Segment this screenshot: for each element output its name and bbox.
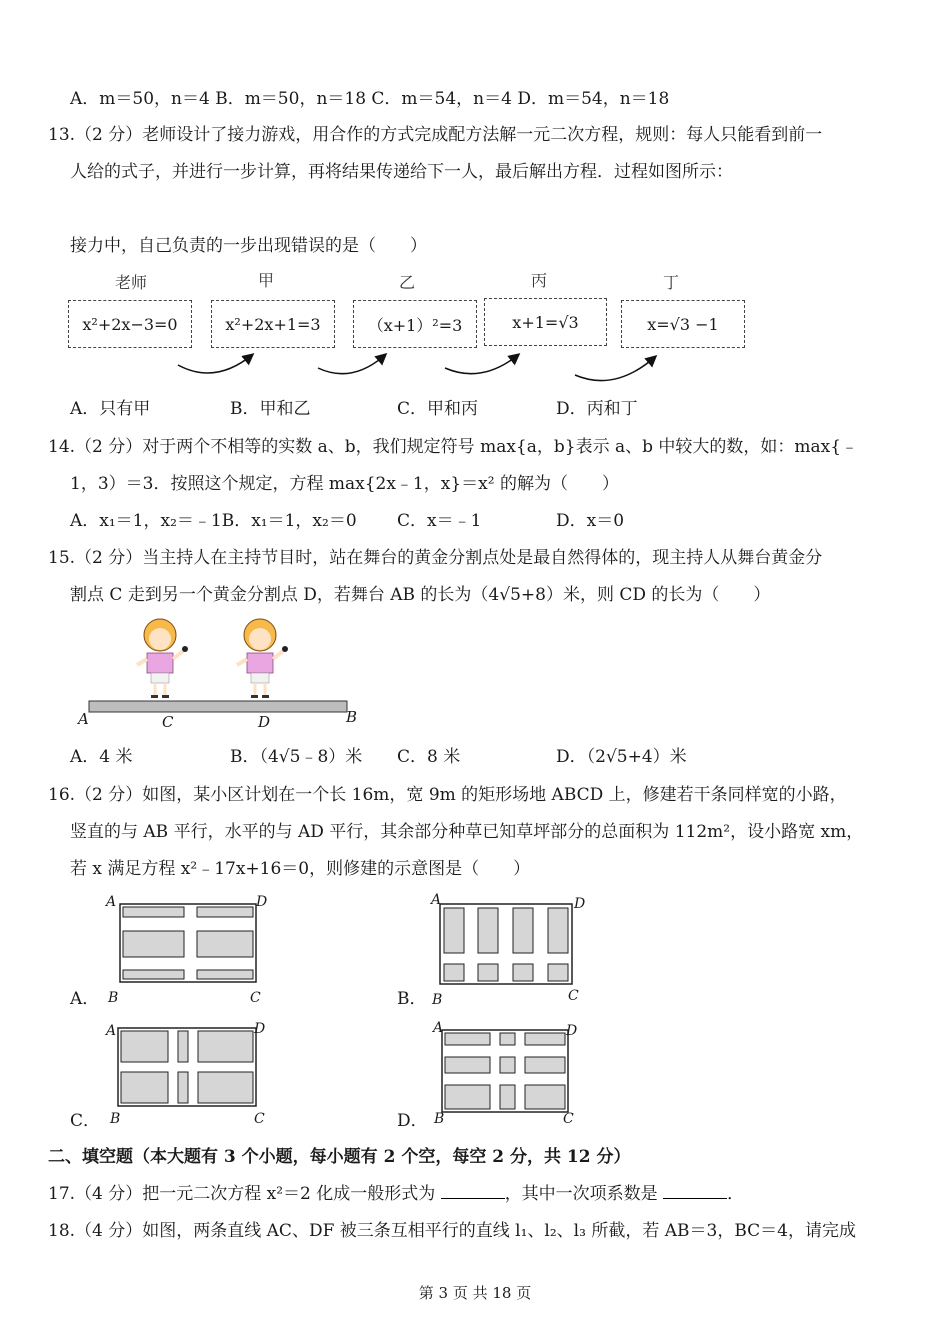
fig-d-label-a: A xyxy=(433,1020,444,1036)
fig-c-label-a: A xyxy=(106,1023,117,1039)
q15-option-d: D．（2√5+4）米 xyxy=(556,747,687,767)
q15-line2: 割点 C 走到另一个黄金分割点 D，若舞台 AB 的长为（4√5+8）米，则 CD 的长为（ ） xyxy=(70,585,771,605)
fig-a-label-a: A xyxy=(106,894,117,910)
q16-option-c: C． xyxy=(70,1111,101,1131)
q15-option-a: A．4 米 xyxy=(70,747,133,767)
q15-line1: 15.（2 分）当主持人在主持节目时，站在舞台的黄金分割点处是最自然得体的，现主持人从舞台黄金分 xyxy=(48,548,823,568)
q15-option-b: B．（4√5﹣8）米 xyxy=(230,747,363,767)
fig-c-label-d: D xyxy=(254,1021,266,1037)
q17-text: 17.（4 分）把一元二次方程 x²＝2 化成一般形式为 xyxy=(48,1184,436,1204)
fig-c-label-b: B xyxy=(110,1111,121,1127)
q13-option-c: C．甲和丙 xyxy=(397,399,479,419)
relay-box-yi: （x+1）²=3 xyxy=(353,300,477,348)
q17-mid: ，其中一次项系数是 xyxy=(504,1184,658,1204)
q14-option-ab: A．x₁＝1，x₂＝﹣1B．x₁＝1，x₂＝0 xyxy=(70,511,357,531)
fig-a-label-c: C xyxy=(250,990,261,1006)
stage-label-a: A xyxy=(78,710,89,728)
q16-line2: 竖直的与 AB 平行，水平的与 AD 平行，其余部分种草已知草坪部分的总面积为 112m²，设小路宽 xm， xyxy=(70,822,864,842)
q12-options: A．m＝50，n＝4 B．m＝50，n＝18 C．m＝54，n＝4 D．m＝54，n＝18 xyxy=(70,89,670,109)
fig-d-label-d: D xyxy=(566,1023,578,1039)
host-figure-d xyxy=(237,619,288,698)
q17-blank-2[interactable] xyxy=(663,1184,727,1199)
role-jia: 甲 xyxy=(258,271,275,290)
fig-a-label-d: D xyxy=(256,894,268,910)
q13-question: 接力中，自己负责的一步出现错误的是（ ） xyxy=(70,236,427,256)
relay-box-ding: x=√3 −1 xyxy=(621,300,745,348)
fig-b-label-a: A xyxy=(431,892,442,908)
role-bing: 丙 xyxy=(531,271,548,290)
q13-line1: 13.（2 分）老师设计了接力游戏，用合作的方式完成配方法解一元二次方程，规则：每人只能看到前一 xyxy=(48,125,823,145)
relay-box-teacher: x²+2x−3=0 xyxy=(68,300,192,348)
q13-line2: 人给的式子，并进行一步计算，再将结果传递给下一人，最后解出方程．过程如图所示： xyxy=(70,162,733,182)
q16-option-d: D． xyxy=(397,1111,428,1131)
stage-bar xyxy=(89,701,347,712)
q15-option-c: C．8 米 xyxy=(397,747,461,767)
section-fill-in-title: 二、填空题（本大题有 3 个小题，每小题有 2 个空，每空 2 分，共 12 分） xyxy=(48,1147,631,1167)
fig-d-label-c: C xyxy=(563,1111,574,1127)
fig-d-label-b: B xyxy=(434,1111,445,1127)
q16-line3: 若 x 满足方程 x²﹣17x+16＝0，则修建的示意图是（ ） xyxy=(70,859,531,879)
lawn-figure-b xyxy=(440,904,590,994)
lawn-figure-c xyxy=(118,1028,268,1118)
role-ding: 丁 xyxy=(663,273,680,292)
stage-figure xyxy=(75,615,375,735)
relay-box-bing: x+1=√3 xyxy=(484,298,607,346)
fig-b-label-d: D xyxy=(574,896,586,912)
q16-option-b: B． xyxy=(397,989,427,1009)
q17-end: ． xyxy=(727,1184,745,1204)
q13-option-a: A．只有甲 xyxy=(70,399,151,419)
q16-line1: 16.（2 分）如图，某小区计划在一个长 16m，宽 9m 的矩形场地 ABCD 上，修建若干条同样宽的小路， xyxy=(48,785,847,805)
q14-line2: 1，3）＝3．按照这个规定，方程 max{2x﹣1，x}＝x² 的解为（ ） xyxy=(70,474,619,494)
q17 xyxy=(48,1183,744,1205)
fig-b-label-c: C xyxy=(568,988,579,1004)
q14-option-d: D．x＝0 xyxy=(556,511,625,531)
lawn-figure-a xyxy=(120,904,270,994)
stage-label-c: C xyxy=(162,713,174,731)
host-figure-c xyxy=(137,619,188,698)
relay-box-jia: x²+2x+1=3 xyxy=(211,300,335,348)
q14-option-c: C．x＝﹣1 xyxy=(397,511,482,531)
fig-b-label-b: B xyxy=(432,992,443,1008)
fig-c-label-c: C xyxy=(254,1111,265,1127)
role-teacher: 老师 xyxy=(115,273,148,292)
q14-line1: 14.（2 分）对于两个不相等的实数 a、b，我们规定符号 max{a，b}表示 a、b 中较大的数，如：max{﹣ xyxy=(48,437,859,457)
q13-option-d: D．丙和丁 xyxy=(556,399,638,419)
q13-option-b: B．甲和乙 xyxy=(230,399,311,419)
q18-line1: 18.（4 分）如图，两条直线 AC、DF 被三条互相平行的直线 l₁、l₂、l₃ 所截，若 AB＝3，BC＝4，请完成 xyxy=(48,1221,856,1241)
q17-blank-1[interactable] xyxy=(441,1184,505,1199)
fig-a-label-b: B xyxy=(108,990,119,1006)
page-footer: 第 3 页 共 18 页 xyxy=(418,1284,532,1302)
role-yi: 乙 xyxy=(399,273,416,292)
lawn-figure-d xyxy=(442,1030,592,1120)
stage-label-d: D xyxy=(258,713,271,731)
stage-label-b: B xyxy=(346,708,358,726)
q16-option-a: A． xyxy=(70,989,100,1009)
